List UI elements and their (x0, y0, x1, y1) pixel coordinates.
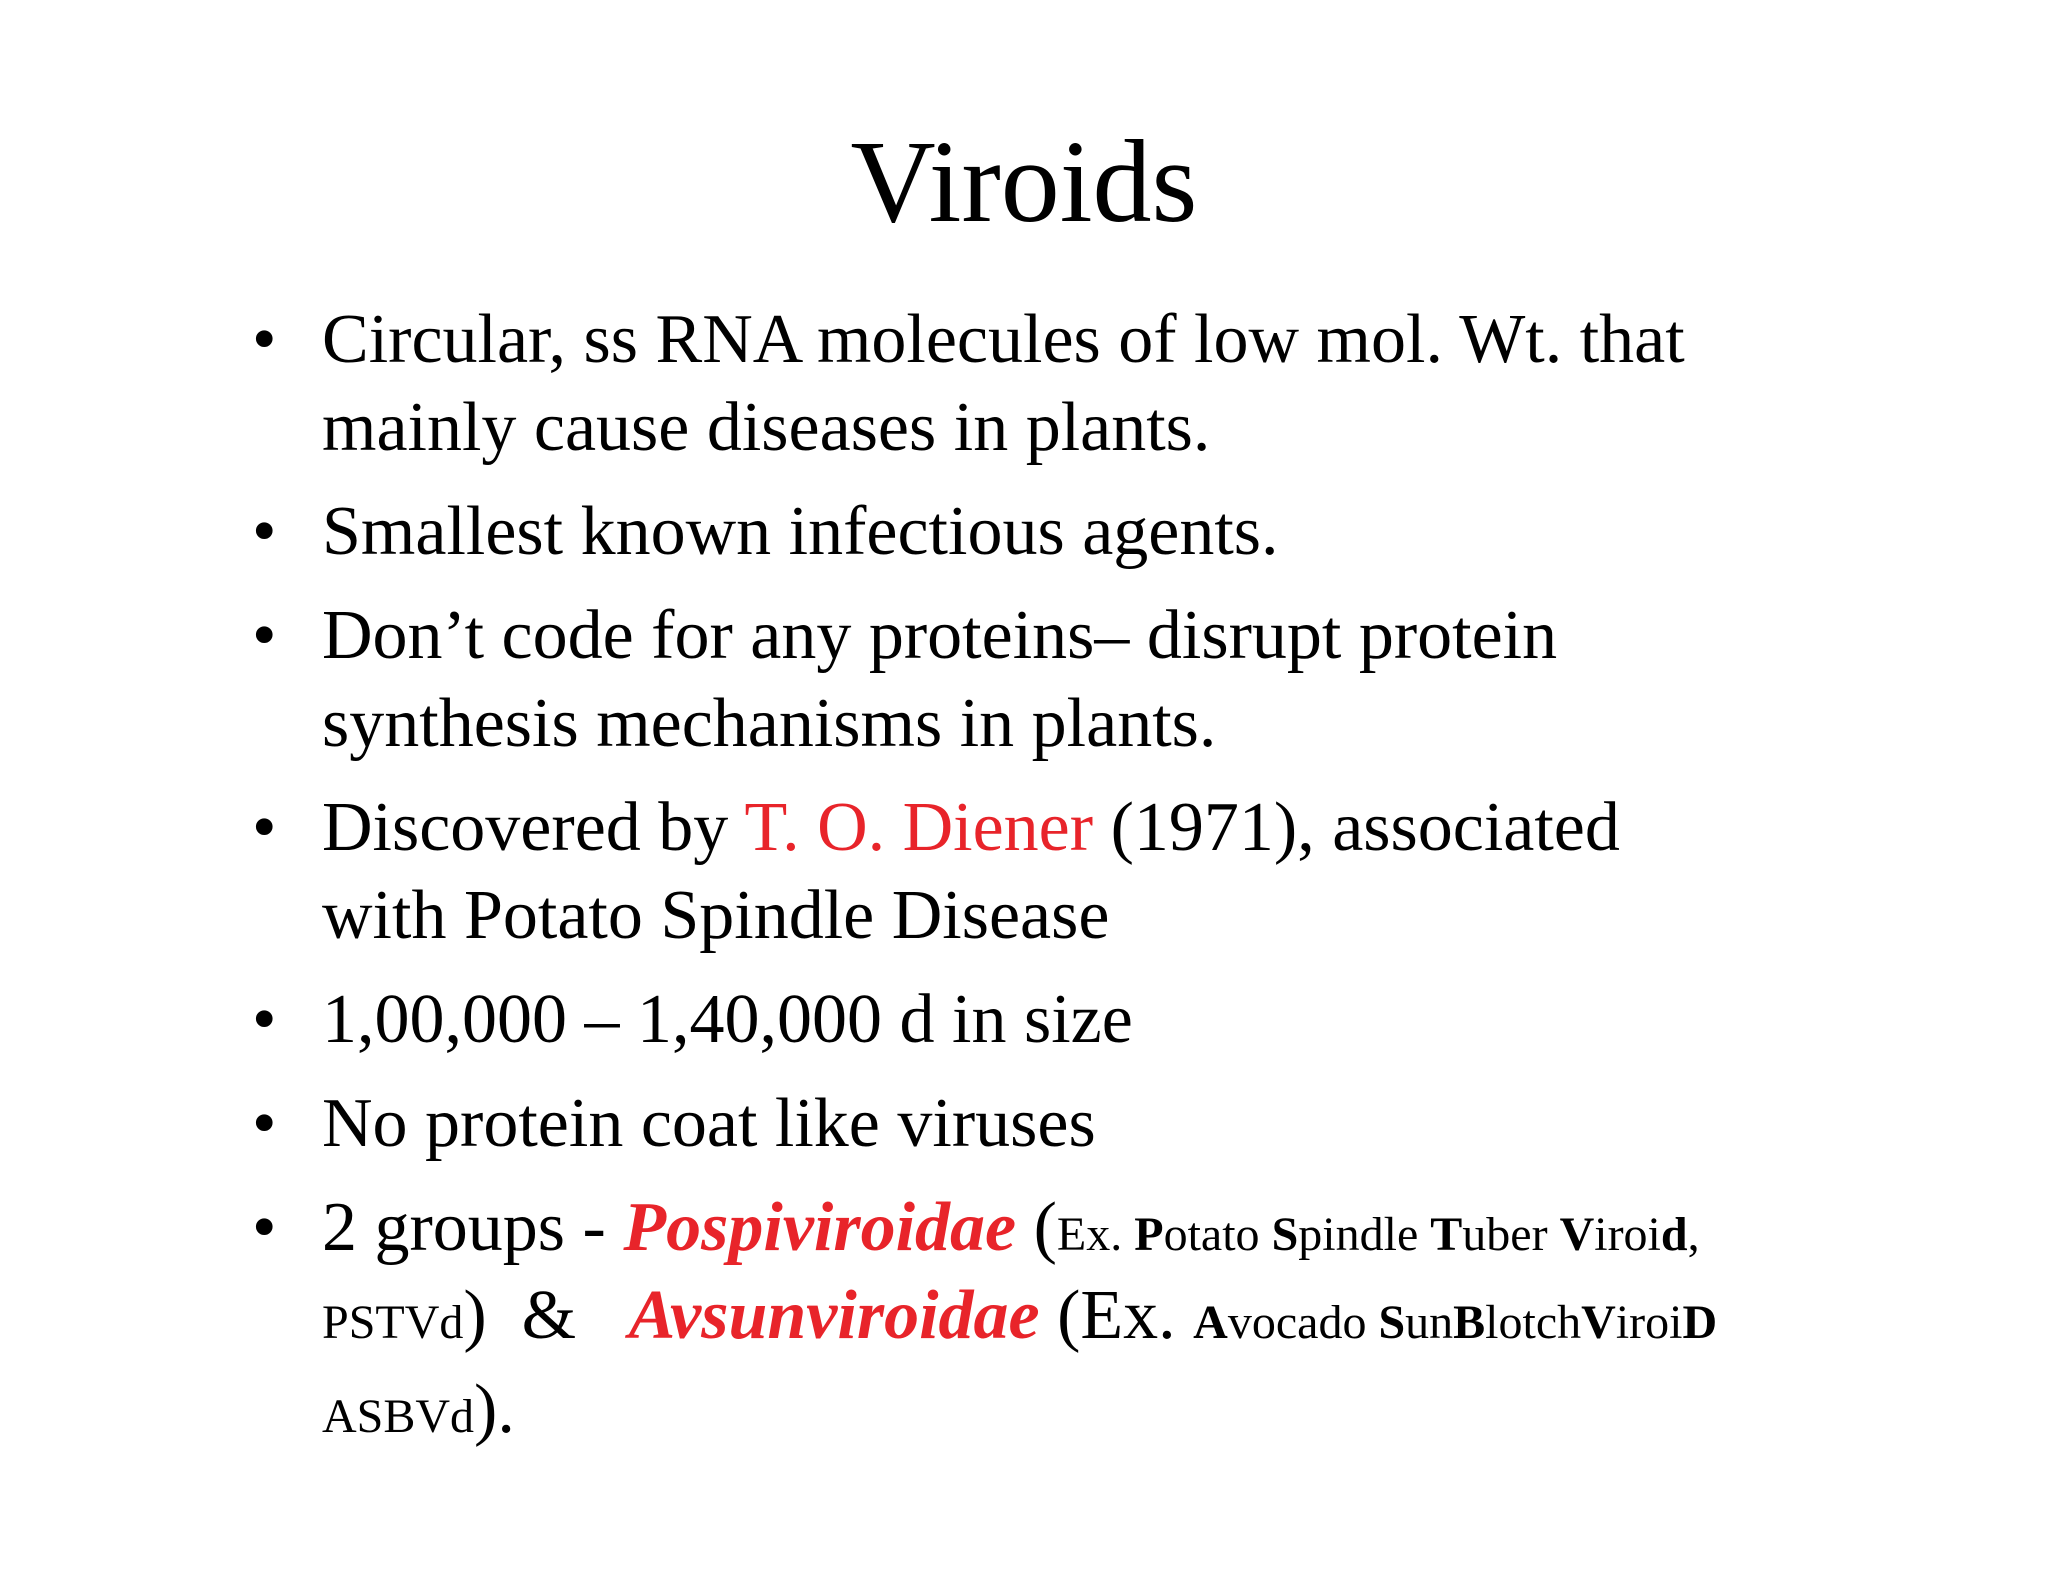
bullet-marker: • (252, 597, 277, 674)
name-fragment: un (1405, 1296, 1454, 1349)
name-fragment: iroi (1615, 1296, 1683, 1349)
bullet-marker: • (252, 1085, 277, 1162)
pstvd-full-name (1134, 1208, 1699, 1261)
name-fragment: T (1430, 1208, 1463, 1261)
bullet-5-line-1: 1,00,000 – 1,40,000 d in size (322, 981, 1133, 1058)
bullet-4-line-1 (322, 784, 1620, 872)
bullet-3-line-1: Don’t code for any proteins– disrupt protein (322, 597, 1558, 674)
name-fragment: V (1581, 1296, 1616, 1349)
name-fragment: , (1687, 1208, 1700, 1261)
bullet-marker: • (252, 301, 277, 378)
name-fragment: uber (1462, 1208, 1560, 1261)
name-fragment: lotch (1485, 1296, 1582, 1349)
bullet-3-line-2: synthesis mechanisms in plants. (322, 685, 1217, 762)
name-fragment: pindle (1298, 1208, 1431, 1261)
slide-title: Viroids (850, 116, 1198, 247)
bullet-6-line-1: No protein coat like viruses (322, 1085, 1096, 1162)
ampersand-separator: ) & (463, 1277, 629, 1354)
bullet-1-line-2: mainly cause diseases in plants. (322, 389, 1211, 466)
name-fragment: d (1660, 1208, 1688, 1261)
bullet-7-line-3 (322, 1366, 515, 1461)
group-avsunviroidae: Avsunviroidae (628, 1277, 1040, 1354)
bullet-2-line-1: Smallest known infectious agents. (322, 493, 1279, 570)
group-pospiviroidae: Pospiviroidae (623, 1189, 1017, 1266)
bullet-marker: • (252, 981, 277, 1058)
bullet-4-line-2: with Potato Spindle Disease (322, 877, 1110, 954)
bullet-marker: • (252, 493, 277, 570)
example-label: Ex. (1056, 1208, 1135, 1261)
example-open: (Ex. (1039, 1277, 1194, 1354)
name-fragment: A (1193, 1296, 1228, 1349)
name-fragment: P (1134, 1208, 1164, 1261)
name-fragment: vocado (1227, 1296, 1379, 1349)
asbvd-abbr: ASBVd (322, 1390, 475, 1443)
bullet-4-suffix: (1971), associated (1093, 789, 1620, 866)
bullet-1-line-1: Circular, ss RNA molecules of low mol. Wt. that (322, 301, 1685, 378)
bullet-7-line-1 (322, 1184, 1700, 1279)
pstvd-abbr: PSTVd (322, 1296, 464, 1349)
bullet-7-line-2 (322, 1272, 1717, 1367)
name-fragment: otato (1163, 1208, 1272, 1261)
discoverer-name: T. O. Diener (744, 789, 1094, 866)
bullet-4-prefix: Discovered by (322, 789, 745, 866)
name-fragment: S (1378, 1296, 1406, 1349)
asbvd-full-name (1193, 1296, 1717, 1349)
bullet-marker: • (252, 789, 277, 866)
bullet-marker: • (252, 1189, 277, 1266)
name-fragment: S (1271, 1208, 1299, 1261)
name-fragment: D (1682, 1296, 1718, 1349)
paren-close: ). (474, 1371, 515, 1448)
name-fragment: V (1559, 1208, 1595, 1261)
name-fragment: B (1453, 1296, 1486, 1349)
groups-prefix: 2 groups - (322, 1189, 624, 1266)
name-fragment: iroi (1594, 1208, 1661, 1261)
paren-open: ( (1016, 1189, 1057, 1266)
